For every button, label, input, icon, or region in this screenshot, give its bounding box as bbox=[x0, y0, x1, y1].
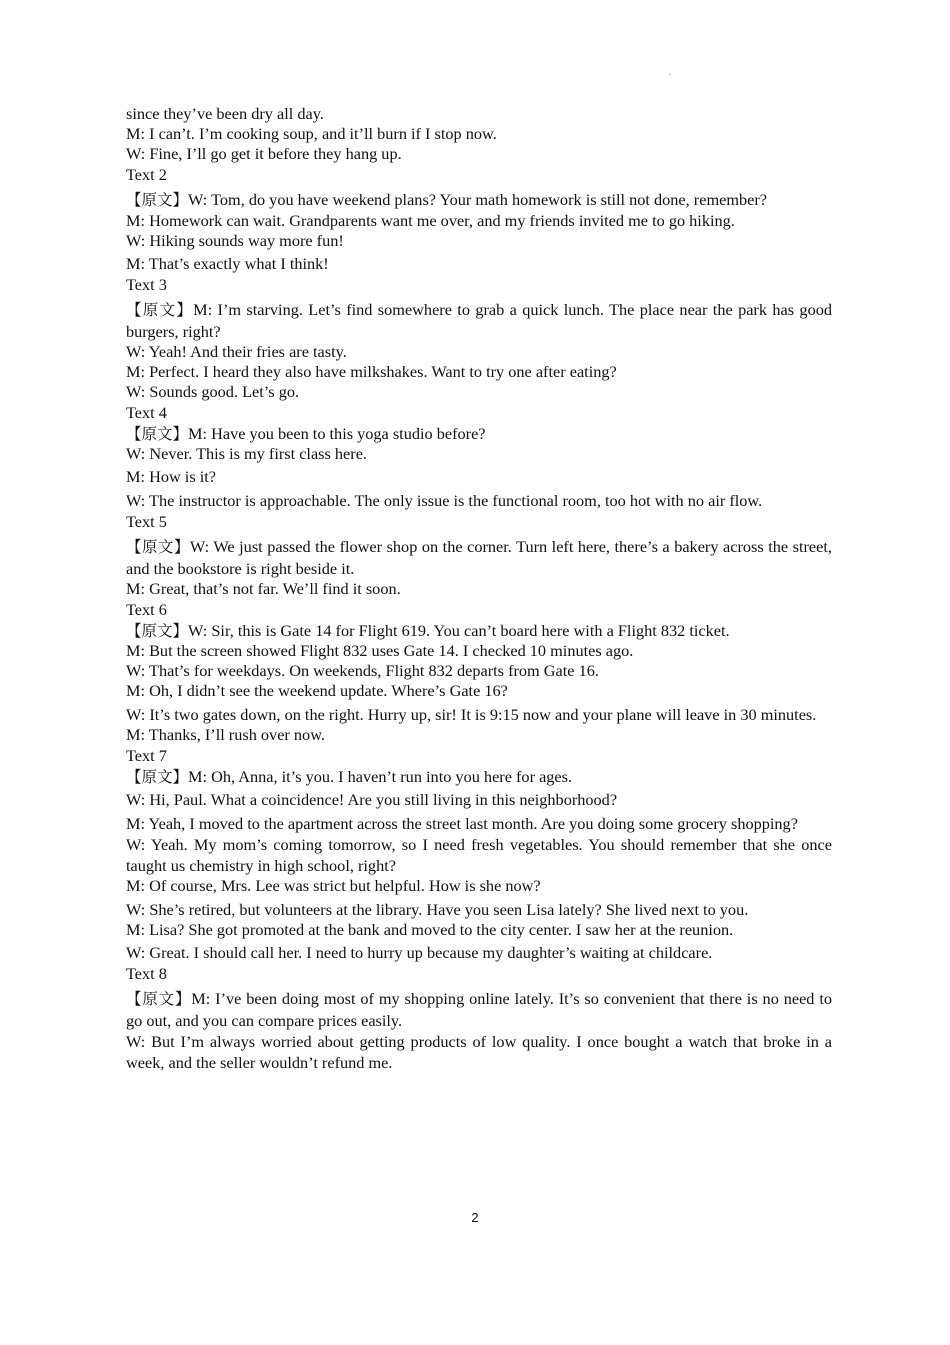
dialogue-first-line bbox=[126, 299, 832, 342]
page-number: 2 bbox=[471, 1210, 479, 1225]
dialogue-text: M: Have you been to this yoga studio before? bbox=[188, 424, 486, 443]
text-heading: Text 8 bbox=[126, 964, 167, 983]
dialogue-line: W: It’s two gates down, on the right. Hurry up, sir! It is 9:15 now and your plane will leave in 30 minutes. bbox=[126, 705, 817, 724]
dialogue-line: M: Homework can wait. Grandparents want me over, and my friends invited me to go hiking. bbox=[126, 211, 735, 230]
dialogue-first-line bbox=[126, 424, 832, 444]
intro-line: W: Fine, I’ll go get it before they hang up. bbox=[126, 144, 402, 163]
text-heading: Text 4 bbox=[126, 403, 167, 422]
text-heading: Text 7 bbox=[126, 746, 167, 765]
dialogue-first-line bbox=[126, 988, 832, 1031]
dialogue-line: M: Great, that’s not far. We’ll find it soon. bbox=[126, 579, 401, 598]
dialogue-line: W: She’s retired, but volunteers at the library. Have you seen Lisa lately? She lived next to you. bbox=[126, 900, 749, 919]
dialogue-line: M: How is it? bbox=[126, 467, 217, 486]
dialogue-text: W: Tom, do you have weekend plans? Your math homework is still not done, remember? bbox=[188, 190, 768, 209]
source-tag: 【原文】 bbox=[126, 990, 192, 1008]
dialogue-line: W: Never. This is my first class here. bbox=[126, 444, 367, 463]
dialogue-line: W: Sounds good. Let’s go. bbox=[126, 382, 300, 401]
intro-line: M: I can’t. I’m cooking soup, and it’ll burn if I stop now. bbox=[126, 124, 497, 143]
dialogue-line: M: Perfect. I heard they also have milkshakes. Want to try one after eating? bbox=[126, 362, 617, 381]
text-heading: Text 6 bbox=[126, 600, 167, 619]
dialogue-line: W: The instructor is approachable. The only issue is the functional room, too hot with no air flow. bbox=[126, 491, 763, 510]
source-tag: 【原文】 bbox=[126, 538, 190, 556]
dialogue-text: W: We just passed the flower shop on the corner. Turn left here, there’s a bakery across the street, and the bookstore is right beside it. bbox=[126, 537, 832, 578]
document-body bbox=[126, 104, 832, 1073]
dialogue-line: W: That’s for weekdays. On weekends, Flight 832 departs from Gate 16. bbox=[126, 661, 599, 680]
dialogue-line: M: Lisa? She got promoted at the bank and moved to the city center. I saw her at the reunion. bbox=[126, 920, 734, 939]
source-tag: 【原文】 bbox=[126, 622, 189, 640]
dialogue-line: W: Hiking sounds way more fun! bbox=[126, 231, 344, 250]
text-heading: Text 3 bbox=[126, 275, 167, 294]
dialogue-text: M: Oh, Anna, it’s you. I haven’t run into you here for ages. bbox=[188, 767, 573, 786]
dialogue-line: W: But I’m always worried about getting products of low quality. I once bought a watch that broke in a week, and the seller wouldn’t refund me. bbox=[126, 1032, 832, 1072]
dialogue-line: M: That’s exactly what I think! bbox=[126, 254, 329, 273]
intro-line: since they’ve been dry all day. bbox=[126, 104, 324, 123]
dialogue-line: W: Yeah. My mom’s coming tomorrow, so I need fresh vegetables. You should remember that she once taught us chemistry in high school, right? bbox=[126, 835, 832, 875]
dialogue-first-line bbox=[126, 621, 832, 641]
dialogue-line: W: Hi, Paul. What a coincidence! Are you still living in this neighborhood? bbox=[126, 790, 618, 809]
dialogue-text: W: Sir, this is Gate 14 for Flight 619. You can’t board here with a Flight 832 ticket. bbox=[188, 621, 730, 640]
corner-mark bbox=[669, 74, 671, 75]
source-tag: 【原文】 bbox=[126, 191, 189, 209]
dialogue-line: M: Thanks, I’ll rush over now. bbox=[126, 725, 325, 744]
dialogue-first-line bbox=[126, 767, 832, 787]
dialogue-line: M: Oh, I didn’t see the weekend update. Where’s Gate 16? bbox=[126, 681, 508, 700]
dialogue-text: M: I’m starving. Let’s find somewhere to grab a quick lunch. The place near the park has good burgers, right? bbox=[126, 300, 832, 341]
dialogue-first-line bbox=[126, 536, 832, 579]
source-tag: 【原文】 bbox=[126, 301, 194, 319]
dialogue-text: M: I’ve been doing most of my shopping online lately. It’s so convenient that there is no need to go out, and you can compare prices easily. bbox=[126, 989, 832, 1030]
dialogue-first-line bbox=[126, 189, 832, 211]
dialogue-line: W: Great. I should call her. I need to hurry up because my daughter’s waiting at childcare. bbox=[126, 943, 713, 962]
text-heading: Text 5 bbox=[126, 512, 167, 531]
text-heading: Text 2 bbox=[126, 165, 167, 184]
source-tag: 【原文】 bbox=[126, 425, 189, 443]
dialogue-line: M: Of course, Mrs. Lee was strict but helpful. How is she now? bbox=[126, 876, 541, 895]
dialogue-line: M: But the screen showed Flight 832 uses Gate 14. I checked 10 minutes ago. bbox=[126, 641, 634, 660]
dialogue-line: W: Yeah! And their fries are tasty. bbox=[126, 342, 347, 361]
source-tag: 【原文】 bbox=[126, 768, 189, 786]
dialogue-line: M: Yeah, I moved to the apartment across the street last month. Are you doing some grocery shopping? bbox=[126, 814, 798, 833]
